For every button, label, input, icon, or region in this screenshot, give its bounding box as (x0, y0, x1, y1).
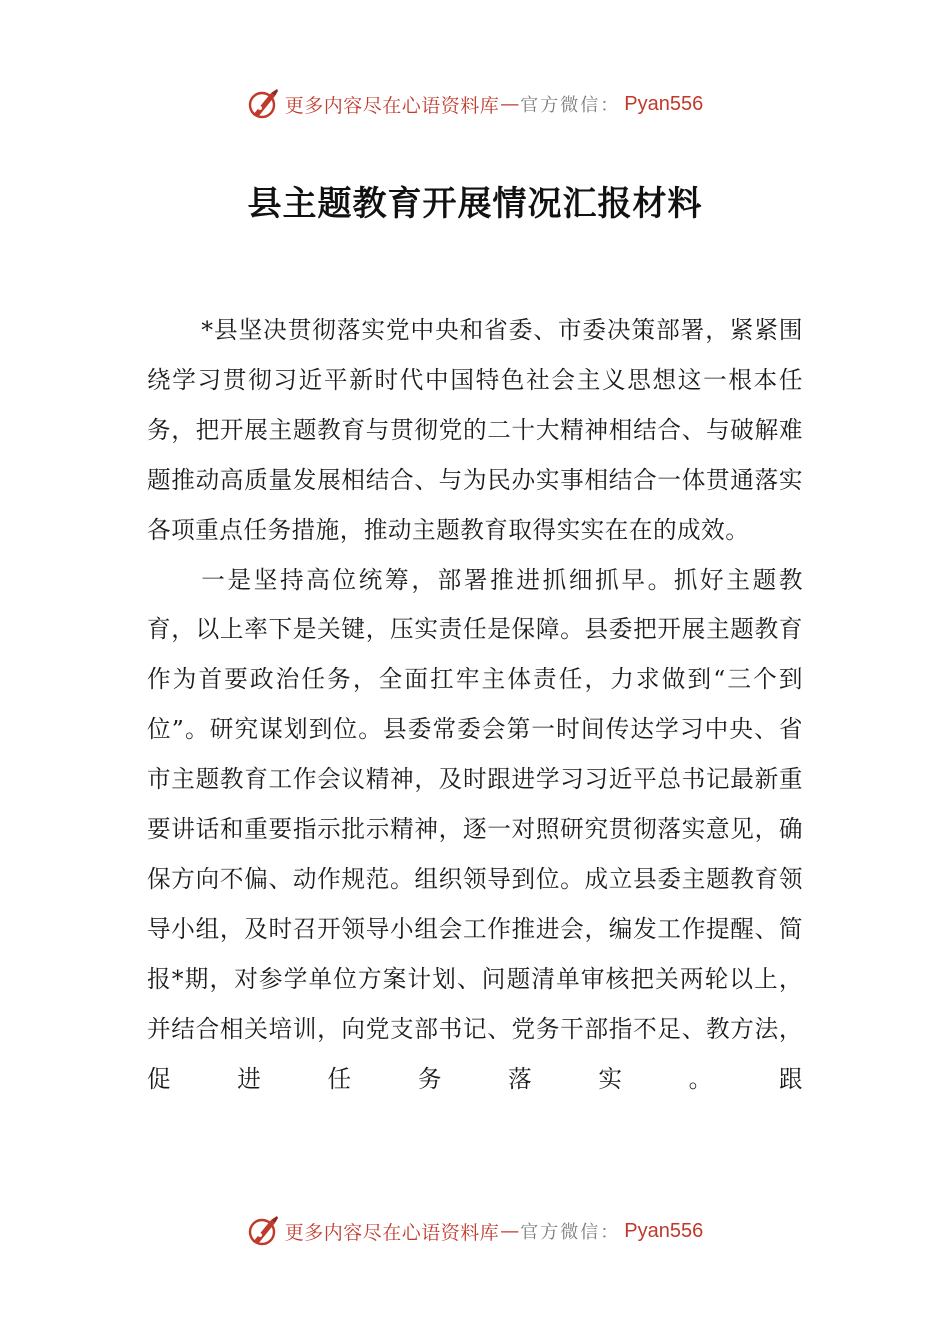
banner-wechat-label: 官方微信： (520, 95, 621, 116)
paragraph-section-one: 一是坚持高位统筹，部署推进抓细抓早。抓好主题教育，以上率下是关键，压实责任是保障。县委把开展主题教育作为首要政治任务，全面扛牢主体责任，力求做到“三个到位”。研究谋划到位。县委常委会第一时间传达学习中央、省市主题教育工作会议精神，及时跟进学习习近平总书记最新重要讲话和重要指示批示精神，逐一对照研究贯彻落实意见，确保方向不偏、动作规范。组织领导到位。成立县委主题教育领导小组，及时召开领导小组会工作推进会，编发工作提醒、简报*期，对参学单位方案计划、问题清单审核把关两轮以上，并结合相关培训，向党支部书记、党务干部指不足、教方法，促进任务落实。跟 (147, 565, 803, 1093)
footer-wechat-id: Pyan556 (624, 1219, 704, 1242)
paragraph-intro: *县坚决贯彻落实党中央和省委、市委决策部署，紧紧围绕学习贯彻习近平新时代中国特色社会主义思想这一根本任务，把开展主题教育与贯彻党的二十大精神相结合、与破解难题推动高质量发展相结合、与为民办实事相结合一体贯通落实各项重点任务措施，推动主题教育取得实实在在的成效。 (147, 316, 803, 544)
footer-banner (0, 1211, 950, 1251)
banner-slogan: 更多内容尽在心语资料库 (284, 94, 500, 117)
banner-wechat-id: Pyan556 (624, 92, 704, 115)
footer-wechat-label: 官方微信： (520, 1222, 621, 1243)
document-body (147, 306, 803, 1105)
pen-nib-logo-icon (247, 87, 281, 121)
footer-dash: — (500, 1220, 520, 1242)
pen-nib-logo-icon (247, 1214, 281, 1248)
banner-dash: — (500, 93, 520, 115)
footer-slogan: 更多内容尽在心语资料库 (284, 1221, 500, 1244)
document-title: 县主题教育开展情况汇报材料 (247, 184, 703, 224)
header-banner (0, 84, 950, 124)
